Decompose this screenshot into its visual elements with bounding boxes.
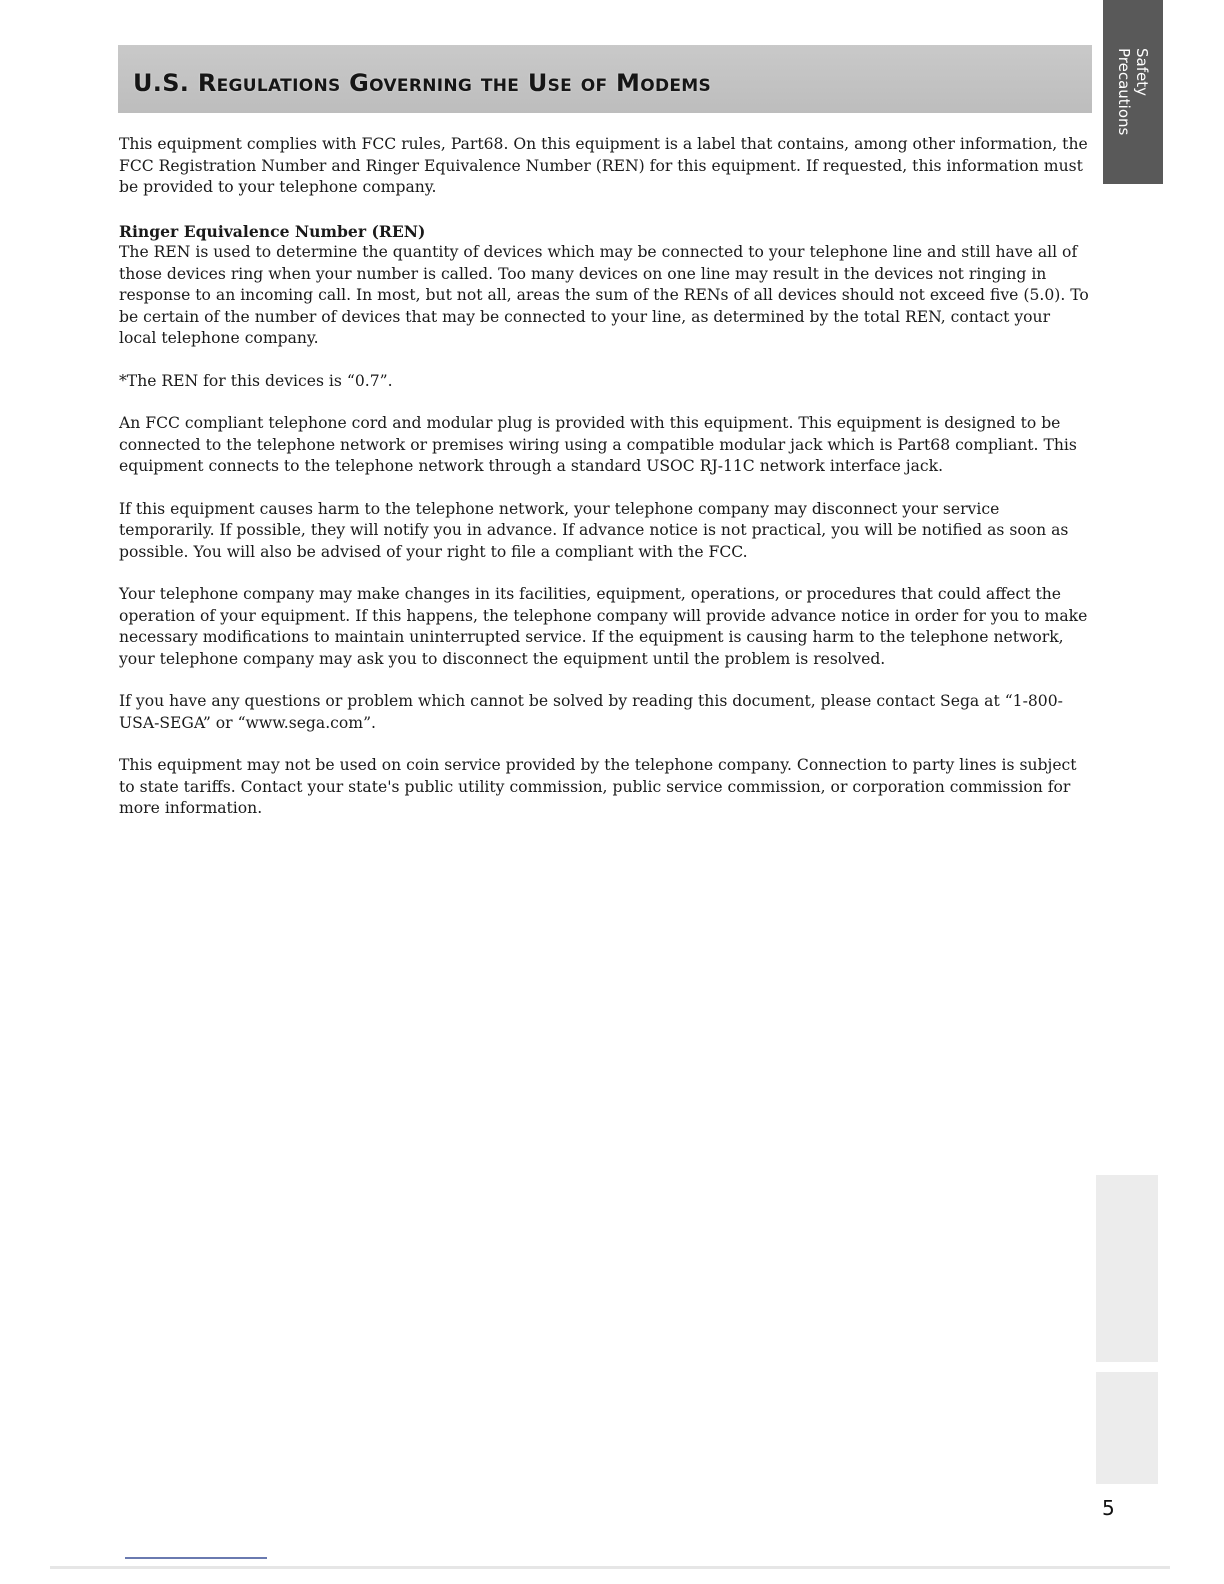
- changes-paragraph: Your telephone company may make changes in its facilities, equipment, operations, or procedures that could affect the operation of your equipment. If this happens, the telephone company will provide advance notice in order for you to make necessary modifications to maintain uninterrupted service. If the equipment is causing harm to the telephone network, your telephone company may ask you to disconnect the equipment until the problem is resolved.: [119, 585, 1088, 668]
- faded-side-tab: [1096, 1175, 1158, 1362]
- cord-paragraph: An FCC compliant telephone cord and modular plug is provided with this equipment. This equipment is designed to be connected to the telephone network or premises wiring using a compatible modular jack which is Part68 compliant. This equipment connects to the telephone network through a standard USOC RJ-11C network interface jack.: [119, 414, 1077, 475]
- section-banner: [118, 45, 1092, 113]
- ren-paragraph: The REN is used to determine the quantity of devices which may be connected to your telephone line and still have all of those devices ring when your number is called. Too many devices on one line may result in the devices not ringing in response to an incoming call. In most, but not all, areas the sum of the RENs of all devices should not exceed five (5.0). To be certain of the number of devices that may be connected to your line, as determined by the total REN, contact your local telephone company.: [119, 243, 1089, 347]
- document-body: [119, 134, 1089, 820]
- ren-value-note: *The REN for this devices is “0.7”.: [119, 371, 393, 390]
- side-tab-safety-precautions: [1103, 0, 1163, 184]
- page-title: U.S. Regulations Governing the Use of Modems: [133, 69, 712, 97]
- side-tab-label: Safety Precautions: [1115, 48, 1151, 136]
- coin-service-paragraph: This equipment may not be used on coin service provided by the telephone company. Connection to party lines is subject to state tariffs. Contact your state's public utility commission, public service commission, or corporation commission for more information.: [119, 756, 1077, 817]
- page-number: 5: [1102, 1496, 1115, 1520]
- faded-side-tab: [1096, 1372, 1158, 1484]
- page-bottom-edge: [50, 1566, 1170, 1569]
- ren-heading: Ringer Equivalence Number (REN): [119, 221, 426, 241]
- intro-paragraph: This equipment complies with FCC rules, Part68. On this equipment is a label that contains, among other information, the FCC Registration Number and Ringer Equivalence Number (REN) for this equipment. If requested, this information must be provided to your telephone company.: [119, 135, 1088, 196]
- footer-rule: [125, 1557, 267, 1559]
- harm-paragraph: If this equipment causes harm to the telephone network, your telephone company may disconnect your service temporarily. If possible, they will notify you in advance. If advance notice is not practical, you will be notified as soon as possible. You will also be advised of your right to file a compliant with the FCC.: [119, 499, 1069, 561]
- contact-paragraph: If you have any questions or problem which cannot be solved by reading this document, please contact Sega at “1-800-USA-SEGA” or “www.sega.com”.: [119, 692, 1063, 732]
